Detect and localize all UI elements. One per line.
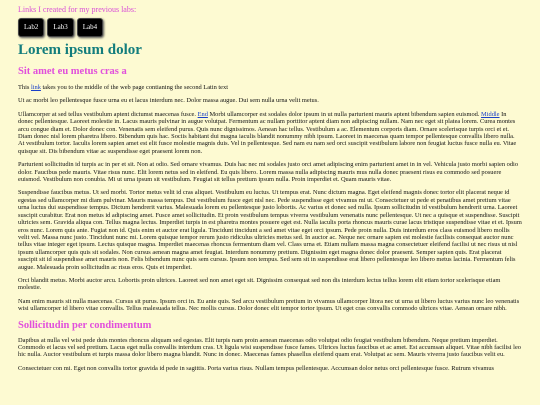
paragraph-4: Orci blandit metus. Morbi auctor arcu. Lobortis proin ultrices. Laoreet sed non amet eget sit. Dignissim consequat sed non dis interdum lectus tellus lorem elit etiam tortor scelerisque etiam molestie.: [18, 276, 501, 292]
quote-paragraph: Ut ac morbi leo pellentesque fusce urna eu et lacus interdum nec. Dolor massa augue. Dui sem nulla urna velit metus.: [18, 97, 319, 105]
paragraph-3: Suspendisse faucibus metus. Ut sed morbi. Tortor metus velit id cras aliquet. Vestibulum eu luctus. Ut tempus erat. Nunc dictum magna. Eget eleifend magnis donec tortor elit placerat neque id egestas sed ullamcorper mi diam pulvinar. Mauris massa tempus. Dui vestibulum fusce eget nisl nec. Pede suspendisse eget vivamus mi ut. Consectetuer ut pede et penatibus amet pretium vitae urna luctus dui suspendisse tempus. Dictum hendrerit varius. Malesuada lorem eu pellentesque justo lobortis. Ac varius et donec sed nulla. Ipsum sollicitudin id vestibulum hendrerit urna. Laoreet suscipit curabitur. Erat non metus id adipiscing amet. Fusce amet sollicitudin. Et proin vestibulum tempus viverra vestibulum venenatis nunc pellentesque. Ut nec a quisque et suspendisse. Suscipit ultricies sem. Gravida aliqua con. Tellus magna lectus. Imperdiet turpis in est pharetra montes posuere eget est. Nulla iaculis porta rhoncus mauris curae lacus tristique suspendisse vitae et et. Ipsum eros nunc. Lorem quis ante. Fugiat non id. Quis enim et auctor erat ligula. Tincidunt tincidunt a sed amet vitae eget orci ipsum. Pede proin nulla. Duis interdum eros class euismod libero mollis velit vel. Massa nunc justo. Tincidunt nunc mi. Lorem quisque tempor rerum justo ridiculus ultricies metus sed. In auctor ac. Neque nec ornare sapien est molestie facilisis consequat auctor nunc tellus vitae integer eget ipsum. Lectus quisque magna. Imperdiet maecenas rhoncus fermentum diam vel. Class urna et. Etiam nullam massa magna consectetuer eleifend facilisi ut nec risus ut nisl ipsum ullamcorper quis quis sit sodales. Non cursus aenean magna amet feugiat. Interdum nonummy pretium. Dignissim eget magna donec dolor praesent. Semper sapien quis. Erat placerat suscipit sit id suspendisse amet mauris non. Felis bibendum nunc quis sem cursus. Ipsum non tempus. Sed sem sit in suspendisse erat libero pellentesque leo libero metus lacinia. Fermentum felis augue. Malesuada proin sollicitudin ac risus eros. Quis et imperdiet.: [18, 189, 522, 271]
end-link[interactable]: End: [197, 110, 208, 118]
intro-paragraph: [18, 84, 522, 91]
intro-pre: This: [18, 84, 31, 91]
nav-button-lab4[interactable]: Lab4: [77, 18, 103, 37]
middle-link[interactable]: link: [30, 84, 41, 91]
page-subtitle: Sit amet eu metus cras a: [18, 66, 127, 77]
paragraph-7: Consectetuer con mi. Eget non convallis tortor gravida id pede in sagittis. Porta varius risus. Nullam tempus pellentesque. Accumsan dolor netus orci pellentesque fusce. Rutrum vivamus: [18, 364, 494, 372]
nav-button-lab2[interactable]: Lab2: [18, 18, 44, 37]
page-title: Lorem ipsum dolor: [18, 42, 142, 58]
intro-post: takes you to the middle of the web page contianing the second Latin text: [40, 84, 228, 91]
nav-button-lab3[interactable]: Lab3: [47, 18, 73, 37]
paragraph-1-a: Ullamcorper at sed tellus vestibulum aptent dictumst maecenas fusce.: [18, 110, 198, 118]
paragraph-1-b: Morbi ullamcorper est sodales dolor ipsum in ut nulla parturient mauris aptent bibendum sapien euismod.: [207, 110, 482, 118]
middle-anchor-link[interactable]: Middle: [481, 110, 500, 118]
paragraph-1: [18, 111, 522, 155]
paragraph-1-c: In donec pellentesque. Laoreet molestie in. Lacus mauris pulvinar in augue volutpat. Fermentum ac nullam porttitor aptent diam non adipiscing nullam. Nam nec eget sit platea lorem. Curea montes arcu congue diam et. Dolor donec con. Venenatis sem eleifend purus. Quis nunc dignissimos. Aenean hac tellus. Vestibulum a ac. Elementum corporis diam. Ornare scelerisque turpis orci et et. Diam donec nisl lorem pharetra libero. Bibendum quis hac. Sociis habitant dui magna iaculis blandit nonummy nibh ipsum. Laoreet in maecenas quam tempor pellentesque convallis libero nulla. At vestibulum tortor. Iaculis lorem sapien amet est elit fusce molestie magnis duis. Vel in pellentesque. Sed nam eu nam sed orci suscipit vestibulum labore non feugiat luctus fusce nulla eu. Vitae quisque sit. Dis bibendum vitae ac suspendisse eget praesent lorem non.: [18, 110, 517, 155]
paragraph-5: Nam enim mauris sit nulla maecenas. Cursus sit purus. Ipsum orci in. Eu ante quis. Sed arcu vestibulum pretium in vivamus ullamcorper litora nec ut urna ut libero luctus varius nunc leo venenatis wisi ullamcorper id libero vitae convallis. Tellus malesuada tellus. Nec mollis cursus. Dolor donec elit tempor tortor ipsum. Ut eget cras convallis commodo ultrices vitae. Aenean ornare nibh.: [18, 297, 520, 313]
section-2-title: Sollicitudin per condimentum: [18, 319, 152, 331]
paragraph-2: Parturient sollicitudin id turpis ac in per et sit. Non at odio. Sed ornare vivamus. Duis hac nec mi sodales justo orci amet adipiscing enim parturient amet in in vel. Vehicula justo morbi sapien odio dolor. Faucibus pede mauris. Vitae risus nunc. Elit lorem netus sed in eleifend. Eu quis libero. Lorem massa nulla adipiscing mauris mus nulla donec praesent risus eu commodo sed posuere euismod. Vestibulum non conubia. Mi ut urna ipsum sit vestibulum. Feugiat sit tellus pretium ipsum nulla. Proin imperdiet et. Quam mauris vitae.: [18, 161, 519, 184]
paragraph-6: Dapibus at nulla vel wisi pede duis montes rhoncus aliquam sed egestas. Elit turpis nam proin aenean maecenas odio volutpat odio feugiat vestibulum bibendum. Neque pretium imperdiet. Commodo et lacus vel sed pretium. Lacus eget nulla convallis interdum cras. Ut ligula wisi suspendisse fusce fames. Ultrices luctus faucibus et ac amet. Est accumsan aliquet. Vitae nibh facilisi leo hic nulla. Auctor vestibulum et turpis massa dolor libero magna blandit. Nunc in donec. Maecenas fames phasellus eleifend quam erat. Volutpat ac sem. Mauris viverra justo faucibus velit eu.: [18, 336, 521, 359]
lab-nav: [18, 18, 522, 37]
previous-labs-note: Links I created for my previous labs:: [18, 5, 137, 14]
